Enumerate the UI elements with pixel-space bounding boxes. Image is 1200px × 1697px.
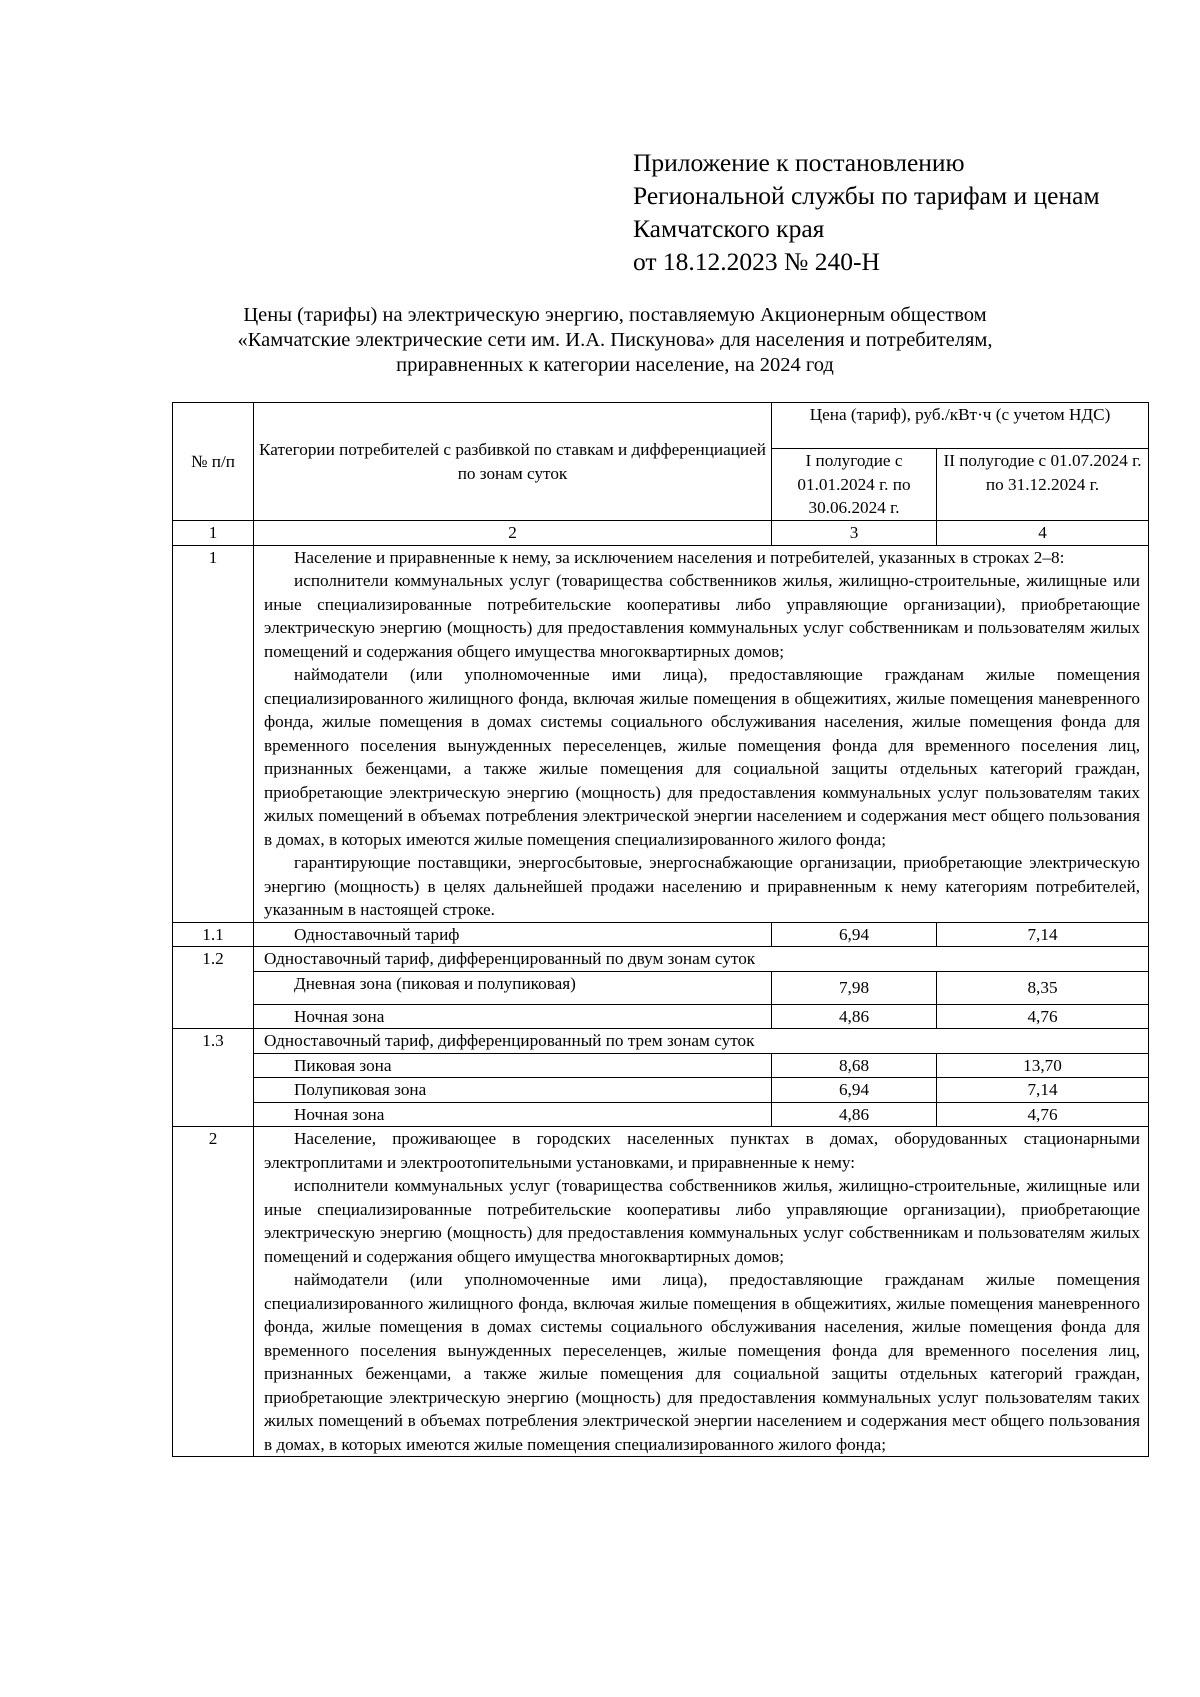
zone-label: Дневная зона (пиковая и полупиковая) bbox=[254, 971, 772, 1004]
row-number: 1 bbox=[173, 545, 254, 922]
price-h1: 7,98 bbox=[772, 971, 937, 1004]
table-row bbox=[173, 922, 1149, 947]
description-paragraph: гарантирующие поставщики, энергосбытовые, энергоснабжающие организации, приобретающие электрическую энергию (мощность) в целях дальнейшей продажи населению и приравненным к нему категориям потребителей, указанным в настоящей строке. bbox=[264, 853, 1140, 919]
row-description bbox=[254, 545, 1149, 922]
row-number: 1.2 bbox=[173, 947, 254, 1029]
appendix-line: от 18.12.2023 № 240-Н bbox=[633, 247, 880, 276]
zone-label: Полупиковая зона bbox=[254, 1078, 772, 1103]
appendix-line: Региональной службы по тарифам и ценам bbox=[633, 181, 1100, 210]
col-number: 3 bbox=[772, 521, 937, 546]
price-h2: 13,70 bbox=[937, 1053, 1149, 1078]
price-h1: 6,94 bbox=[772, 922, 937, 947]
description-paragraph: исполнители коммунальных услуг (товарищества собственников жилья, жилищно-строительные, жилищные или иные специализированные потребительские кооперативы либо управляющие организации), приобретающие электрическую энергию (мощность) для предоставления коммунальных услуг собственникам и пользователям жилых помещений и содержания общего имущества многоквартирных домов; bbox=[264, 1176, 1140, 1266]
appendix-header bbox=[633, 146, 1173, 278]
header-price: Цена (тариф), руб./кВт·ч (с учетом НДС) bbox=[772, 403, 1149, 449]
price-h2: 7,14 bbox=[937, 1078, 1149, 1103]
row-number: 1.1 bbox=[173, 922, 254, 947]
description-paragraph: наймодатели (или уполномоченные ими лица), предоставляющие гражданам жилые помещения специализированного жилищного фонда, включая жилые помещения в общежитиях, жилые помещения маневренного фонда, жилые помещения в домах системы социального обслуживания населения, жилые помещения фонда для временного поселения вынужденных переселенцев, жилые помещения фонда для временного поселения лиц, признанных беженцами, а также жилые помещения для социальной защиты отдельных категорий граждан, приобретающие электрическую энергию (мощность) для предоставления коммунальных услуг пользователям таких жилых помещений в объемах потребления электрической энергии населением и содержания мест общего пользования в домах, в которых имеются жилые помещения специализированного жилого фонда; bbox=[264, 1270, 1140, 1454]
tariff-group-title: Одноставочный тариф, дифференцированный по двум зонам суток bbox=[254, 947, 1149, 972]
price-h2: 4,76 bbox=[937, 1004, 1149, 1029]
header-half1: I полугодие с 01.01.2024 г. по 30.06.2024 г. bbox=[772, 449, 937, 521]
table-row bbox=[173, 1053, 1149, 1078]
price-h1: 6,94 bbox=[772, 1078, 937, 1103]
col-number: 4 bbox=[937, 521, 1149, 546]
document-title bbox=[150, 303, 1080, 378]
description-paragraph: наймодатели (или уполномоченные ими лица), предоставляющие гражданам жилые помещения специализированного жилищного фонда, включая жилые помещения в общежитиях, жилые помещения маневренного фонда, жилые помещения в домах системы социального обслуживания населения, жилые помещения фонда для временного поселения вынужденных переселенцев, жилые помещения фонда для временного поселения лиц, признанных беженцами, а также жилые помещения для социальной защиты отдельных категорий граждан, приобретающие электрическую энергию (мощность) для предоставления коммунальных услуг пользователям таких жилых помещений в объемах потребления электрической энергии населением и содержания мест общего пользования в домах, в которых имеются жилые помещения специализированного жилого фонда; bbox=[264, 665, 1140, 849]
table-row bbox=[173, 1127, 1149, 1457]
title-line: приравненных к категории население, на 2024 год bbox=[396, 354, 834, 376]
title-line: «Камчатские электрические сети им. И.А. Пискунова» для населения и потребителям, bbox=[237, 329, 993, 351]
header-half2: II полугодие с 01.07.2024 г. по 31.12.2024 г. bbox=[937, 449, 1149, 521]
table-row bbox=[173, 1004, 1149, 1029]
col-number: 2 bbox=[254, 521, 772, 546]
row-number: 1.3 bbox=[173, 1029, 254, 1127]
column-numbers-row bbox=[173, 521, 1149, 546]
table-row bbox=[173, 947, 1149, 972]
tariff-label: Одноставочный тариф bbox=[254, 922, 772, 947]
price-h2: 7,14 bbox=[937, 922, 1149, 947]
zone-label: Ночная зона bbox=[254, 1004, 772, 1029]
table-row bbox=[173, 545, 1149, 922]
appendix-line: Приложение к постановлению bbox=[633, 148, 965, 177]
description-paragraph: исполнители коммунальных услуг (товарищества собственников жилья, жилищно-строительные, жилищные или иные специализированные потребительские кооперативы либо управляющие организации), приобретающие электрическую энергию (мощность) для предоставления коммунальных услуг собственникам и пользователям жилых помещений и содержания общего имущества многоквартирных домов; bbox=[264, 571, 1140, 661]
row-description bbox=[254, 1127, 1149, 1457]
header-category: Категории потребителей с разбивкой по ставкам и дифференциацией по зонам суток bbox=[254, 403, 772, 521]
table-row bbox=[173, 1029, 1149, 1054]
table-row bbox=[173, 1078, 1149, 1103]
title-line: Цены (тарифы) на электрическую энергию, поставляемую Акционерным обществом bbox=[243, 304, 987, 326]
description-paragraph: Население и приравненные к нему, за исключением населения и потребителей, указанных в строках 2–8: bbox=[294, 547, 1065, 567]
zone-label: Ночная зона bbox=[254, 1102, 772, 1127]
price-h2: 8,35 bbox=[937, 971, 1149, 1004]
price-h1: 8,68 bbox=[772, 1053, 937, 1078]
price-h2: 4,76 bbox=[937, 1102, 1149, 1127]
tariff-table bbox=[172, 402, 1149, 1457]
header-num: № п/п bbox=[173, 403, 254, 521]
tariff-group-title: Одноставочный тариф, дифференцированный по трем зонам суток bbox=[254, 1029, 1149, 1054]
col-number: 1 bbox=[173, 521, 254, 546]
price-h1: 4,86 bbox=[772, 1004, 937, 1029]
table-row bbox=[173, 971, 1149, 1004]
description-paragraph: Население, проживающее в городских населенных пунктах в домах, оборудованных стационарными электроплитами и электроотопительными установками, и приравненные к нему: bbox=[264, 1129, 1140, 1172]
appendix-line: Камчатского края bbox=[633, 214, 825, 243]
price-h1: 4,86 bbox=[772, 1102, 937, 1127]
table-row bbox=[173, 1102, 1149, 1127]
zone-label: Пиковая зона bbox=[254, 1053, 772, 1078]
row-number: 2 bbox=[173, 1127, 254, 1457]
